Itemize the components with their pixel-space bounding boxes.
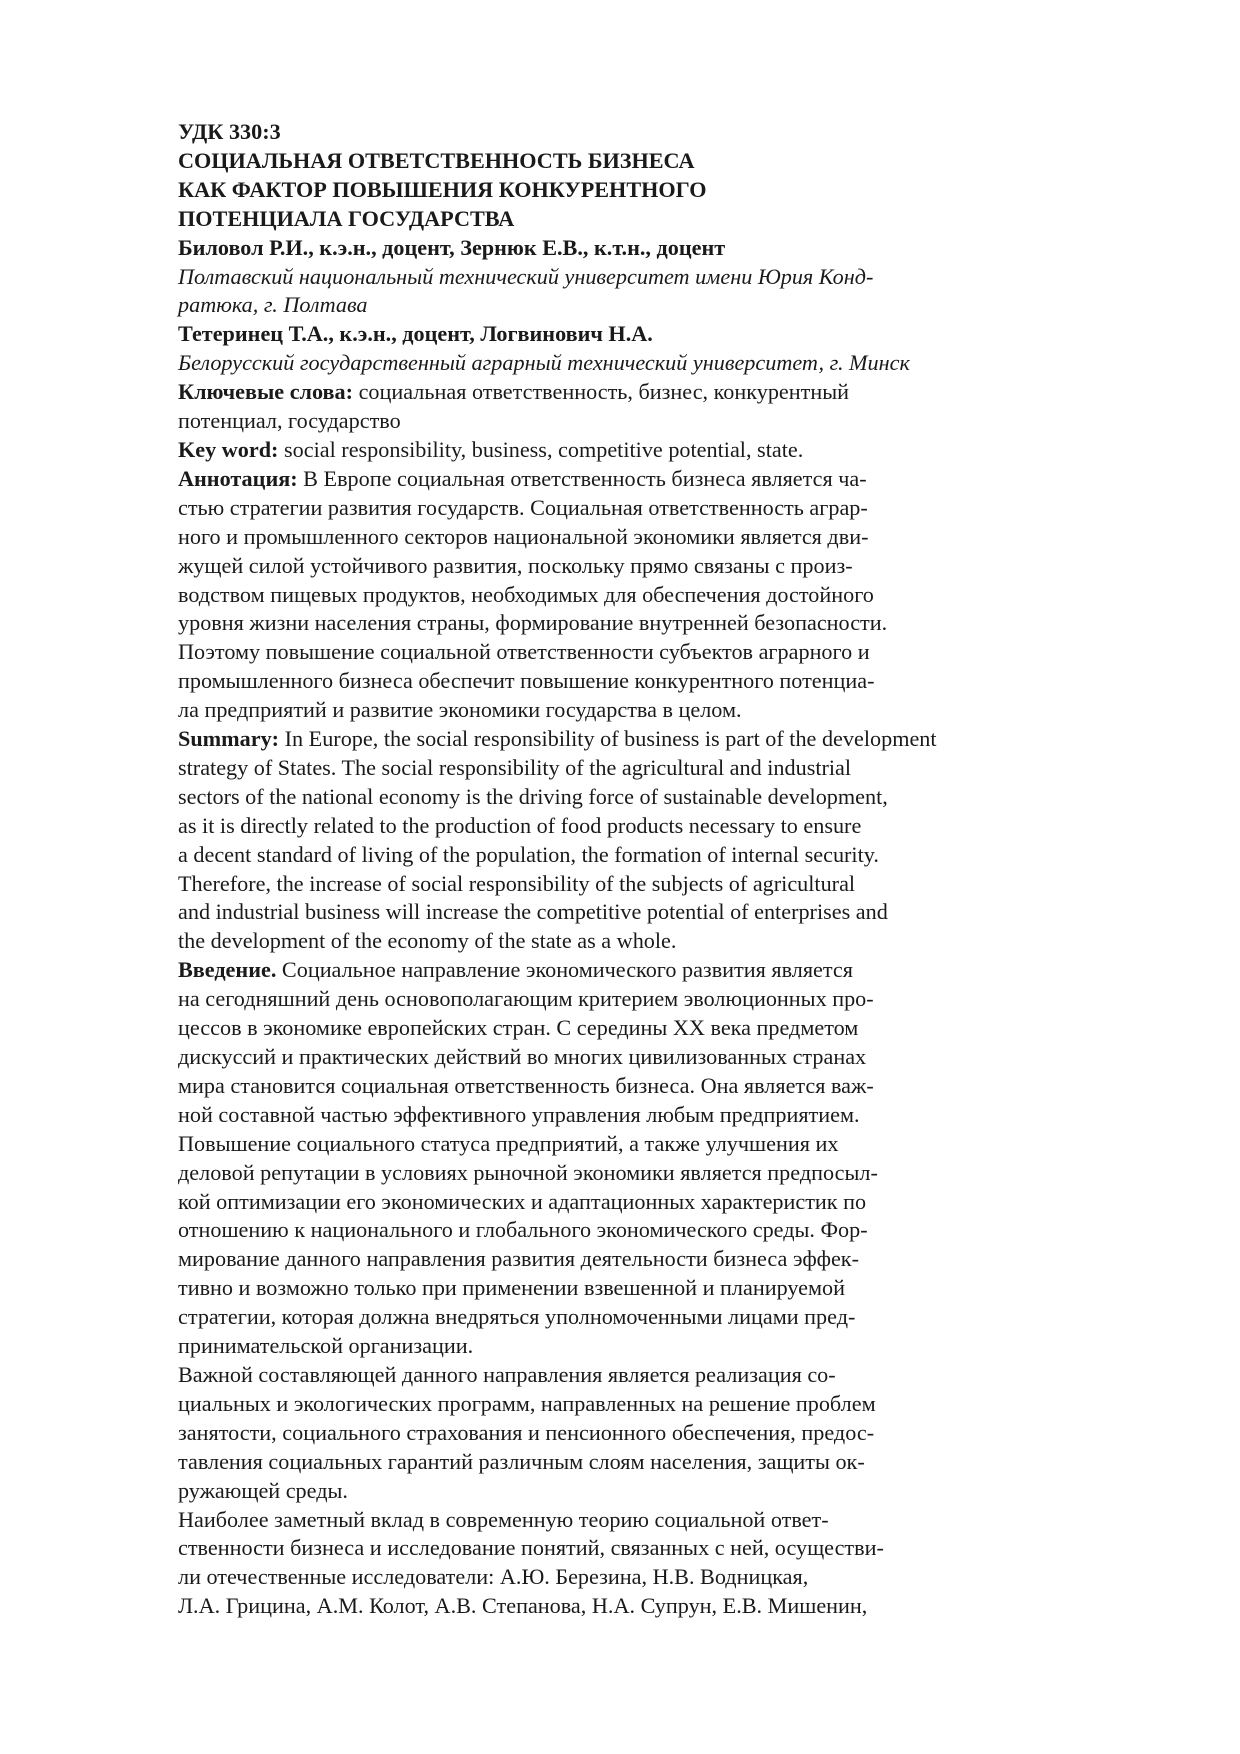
introduction-line: мирование данного направления развития деятельности бизнеса эффек- xyxy=(178,1246,859,1272)
affiliation-line: Белорусский государственный аграрный технический университет, г. Минск xyxy=(178,350,910,376)
annotation-line: стью стратегии развития государств. Социальная ответственность аграр- xyxy=(178,494,868,520)
annotation-line: уровня жизни населения страны, формирование внутренней безопасности. xyxy=(178,610,888,636)
title-line: ПОТЕНЦИАЛА ГОСУДАРСТВА xyxy=(178,205,515,231)
summary-line: the development of the economy of the state as a whole. xyxy=(178,928,677,954)
introduction-line: деловой репутации в условиях рыночной экономики является предпосыл- xyxy=(178,1159,878,1185)
keywords-line xyxy=(178,378,1058,407)
affiliation-line: ратюка, г. Полтава xyxy=(178,292,368,318)
introduction-line: принимательской организации. xyxy=(178,1333,474,1359)
paragraph-2 xyxy=(178,1361,1058,1506)
paragraph-line: занятости, социального страхования и пенсионного обеспечения, предос- xyxy=(178,1419,875,1445)
introduction-line: дискуссий и практических действий во многих цивилизованных странах xyxy=(178,1044,867,1069)
summary-line: strategy of States. The social responsibility of the agricultural and industrial xyxy=(178,754,852,780)
introduction-label: Введение. xyxy=(178,957,277,983)
summary-line: Therefore, the increase of social responsibility of the subjects of agricultural xyxy=(178,870,856,896)
keywords-label: Key word: xyxy=(178,436,279,462)
document-page xyxy=(178,118,1058,1621)
author-names: Биловол Р.И., к.э.н., доцент, Зернюк Е.В., к.т.н., доцент xyxy=(178,234,726,260)
paragraph-3 xyxy=(178,1506,1058,1622)
introduction-line: Повышение социального статуса предприятий, а также улучшения их xyxy=(178,1130,839,1156)
introduction-line: стратегии, которая должна внедряться уполномоченными лицами пред- xyxy=(178,1304,856,1330)
header xyxy=(178,118,1058,234)
keywords-line xyxy=(178,436,1058,465)
summary-line: sectors of the national economy is the driving force of sustainable development, xyxy=(178,783,888,809)
introduction xyxy=(178,956,1058,1361)
introduction-line: кой оптимизации его экономических и адаптационных характеристик по xyxy=(178,1188,867,1214)
title-line: КАК ФАКТОР ПОВЫШЕНИЯ КОНКУРЕНТНОГО xyxy=(178,176,707,202)
annotation-line xyxy=(178,465,1058,494)
summary-label: Summary: xyxy=(178,726,280,752)
paragraph-line: Л.А. Грицина, А.М. Колот, А.В. Степанова, Н.А. Супрун, Е.В. Мишенин, xyxy=(178,1593,868,1619)
keywords-text: социальная ответственность, бизнес, конкурентный xyxy=(353,379,849,405)
summary-line: a decent standard of living of the population, the formation of internal security. xyxy=(178,841,879,867)
summary-line: as it is directly related to the production of food products necessary to ensure xyxy=(178,812,862,838)
annotation-line: водством пищевых продуктов, необходимых для обеспечения достойного xyxy=(178,581,874,607)
paragraph-line: тавления социальных гарантий различным слоям населения, защиты ок- xyxy=(178,1448,865,1474)
annotation-label: Аннотация: xyxy=(178,465,298,491)
paragraph-line: Наиболее заметный вклад в современную теорию социальной ответ- xyxy=(178,1506,829,1532)
keywords-en xyxy=(178,436,1058,465)
introduction-line: мира становится социальная ответственность бизнеса. Она является важ- xyxy=(178,1072,874,1098)
paragraph-line: ственности бизнеса и исследование понятий, связанных с ней, осуществи- xyxy=(178,1535,884,1561)
annotation-line: жущей силой устойчивого развития, поскольку прямо связаны с произ- xyxy=(178,552,853,578)
annotation-line: Поэтому повышение социальной ответственности субъектов аграрного и xyxy=(178,639,870,665)
annotation-line: ного и промышленного секторов национальной экономики является дви- xyxy=(178,523,869,549)
title-line: СОЦИАЛЬНАЯ ОТВЕТСТВЕННОСТЬ БИЗНЕСА xyxy=(178,147,695,173)
summary xyxy=(178,725,1058,956)
introduction-line: тивно и возможно только при применении взвешенной и планируемой xyxy=(178,1275,846,1301)
author-names: Тетеринец Т.А., к.э.н., доцент, Логвинович Н.А. xyxy=(178,321,653,347)
keywords-ru xyxy=(178,378,1058,436)
annotation-text: В Европе социальная ответственность бизнеса является ча- xyxy=(297,465,867,491)
introduction-line: отношению к национального и глобального экономического среды. Фор- xyxy=(178,1217,868,1243)
affiliation-line: Полтавский национальный технический университет имени Юрия Конд- xyxy=(178,263,874,289)
authors-block-2 xyxy=(178,320,1058,378)
introduction-line: на сегодняшний день основополагающим критерием эволюционных про- xyxy=(178,986,874,1012)
introduction-line xyxy=(178,956,1058,985)
annotation-line: ла предприятий и развитие экономики государства в целом. xyxy=(178,697,742,723)
paragraph-line: ружающей среды. xyxy=(178,1477,348,1503)
introduction-line: цессов в экономике европейских стран. С середины XX века предметом xyxy=(178,1015,859,1041)
summary-text: In Europe, the social responsibility of business is part of the development xyxy=(279,726,937,752)
paragraph-line: Важной составляющей данного направления является реализация со- xyxy=(178,1361,836,1387)
annotation xyxy=(178,465,1058,725)
introduction-text: Социальное направление экономического развития является xyxy=(276,957,853,983)
udk-code: УДК 330:3 xyxy=(178,119,281,144)
keywords-label: Ключевые слова: xyxy=(178,379,354,405)
annotation-line: промышленного бизнеса обеспечит повышение конкурентного потенциа- xyxy=(178,668,875,694)
summary-line xyxy=(178,725,1058,754)
introduction-line: ной составной частью эффективного управления любым предприятием. xyxy=(178,1101,860,1127)
keywords-text: social responsibility, business, competitive potential, state. xyxy=(278,436,804,462)
keywords-line: потенциал, государство xyxy=(178,408,401,434)
summary-line: and industrial business will increase the competitive potential of enterprises and xyxy=(178,899,888,925)
paragraph-line: циальных и экологических программ, направленных на решение проблем xyxy=(178,1390,876,1416)
authors-block-1 xyxy=(178,234,1058,321)
paragraph-line: ли отечественные исследователи: А.Ю. Березина, Н.В. Водницкая, xyxy=(178,1564,809,1590)
